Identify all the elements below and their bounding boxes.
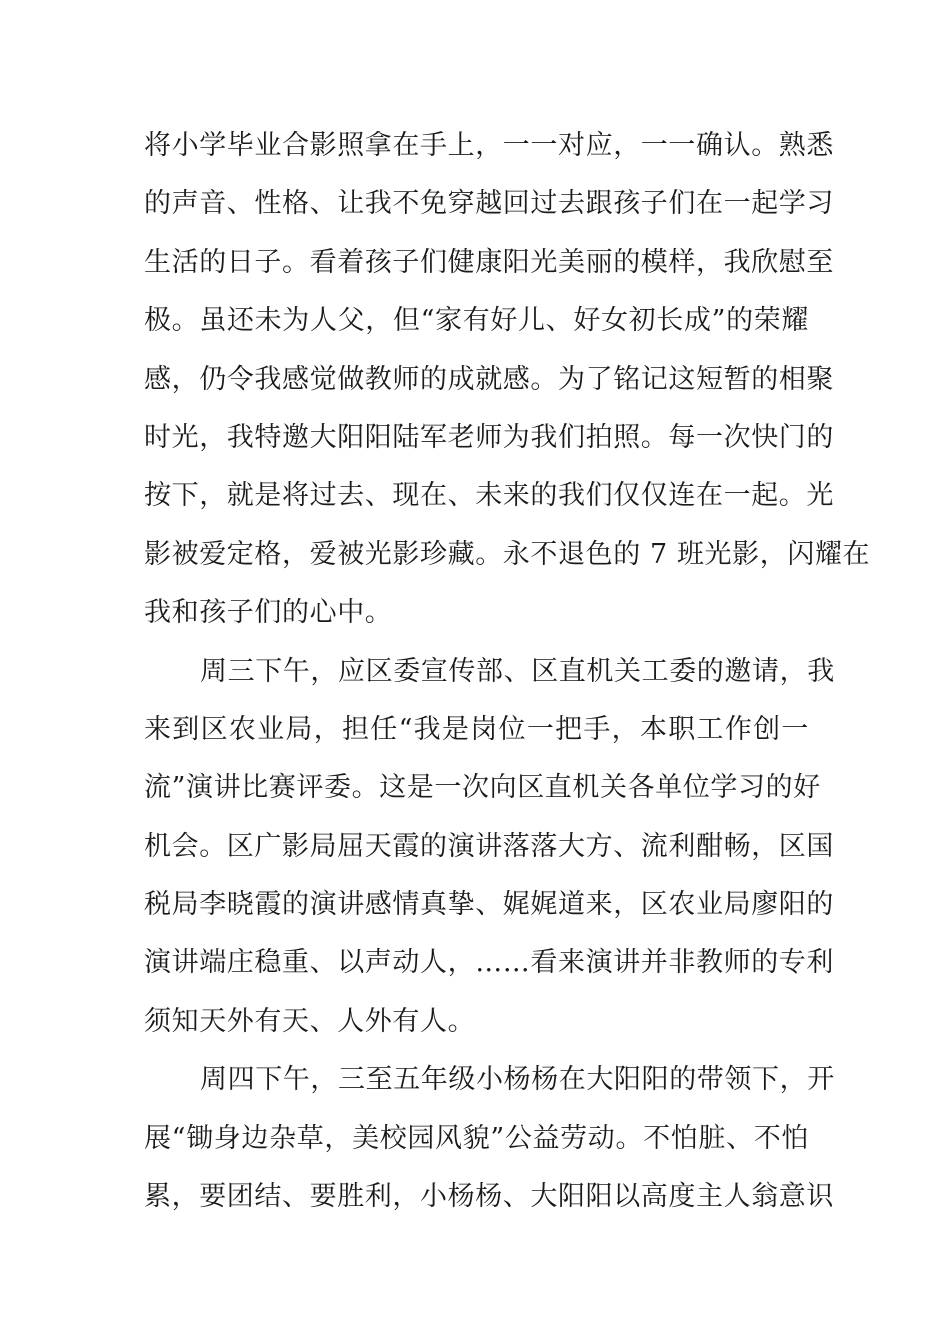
paragraph-graduation-photo-line: 按下，就是将过去、现在、未来的我们仅仅连在一起。光 (144, 480, 834, 512)
paragraph-weeding-labor-line: 展“锄身边杂草，美校园风貌”公益劳动。不怕脏、不怕 (144, 1122, 809, 1154)
paragraph-weeding-labor-line: 累，要团结、要胜利，小杨杨、大阳阳以高度主人翁意识 (144, 1181, 834, 1213)
paragraph-graduation-photo-line: 将小学毕业合影照拿在手上，一一对应，一一确认。熟悉 (144, 130, 834, 161)
paragraph-graduation-photo-line: 极。虽还未为人父，但“家有好儿、好女初长成”的荣耀 (144, 305, 809, 337)
paragraph-graduation-photo-line: 的声音、性格、让我不免穿越回过去跟孩子们在一起学习 (144, 188, 834, 220)
paragraph-graduation-photo-line: 生活的日子。看着孩子们健康阳光美丽的模样，我欣慰至 (144, 246, 834, 278)
paragraph-graduation-photo-line: 影被爱定格，爱被光影珍藏。永不退色的 7 班光影，闪耀在 (144, 538, 871, 570)
paragraph-speech-contest-line: 周三下午，应区委宣传部、区直机关工委的邀请，我 (200, 655, 835, 687)
paragraph-speech-contest-line: 来到区农业局，担任“我是岗位一把手，本职工作创一 (144, 713, 809, 745)
paragraph-graduation-photo-line: 时光，我特邀大阳阳陆军老师为我们拍照。每一次快门的 (144, 421, 834, 453)
paragraph-speech-contest-line: 流”演讲比赛评委。这是一次向区直机关各单位学习的好 (144, 772, 821, 804)
document-body (144, 117, 871, 1226)
paragraph-graduation-photo-line: 感，仍令我感觉做教师的成就感。为了铭记这短暂的相聚 (144, 363, 834, 395)
paragraph-graduation-photo-line: 我和孩子们的心中。 (144, 597, 393, 629)
paragraph-speech-contest-line: 税局李晓霞的演讲感情真挚、娓娓道来，区农业局廖阳的 (144, 889, 834, 921)
paragraph-weeding-labor-line: 周四下午，三至五年级小杨杨在大阳阳的带领下，开 (200, 1064, 835, 1096)
paragraph-speech-contest-line: 机会。区广影局屈天霞的演讲落落大方、流利酣畅，区国 (144, 830, 834, 862)
paragraph-speech-contest-line: 须知天外有天、人外有人。 (144, 1005, 476, 1037)
paragraph-speech-contest-line: 演讲端庄稳重、以声动人，……看来演讲并非教师的专利 (144, 947, 834, 979)
